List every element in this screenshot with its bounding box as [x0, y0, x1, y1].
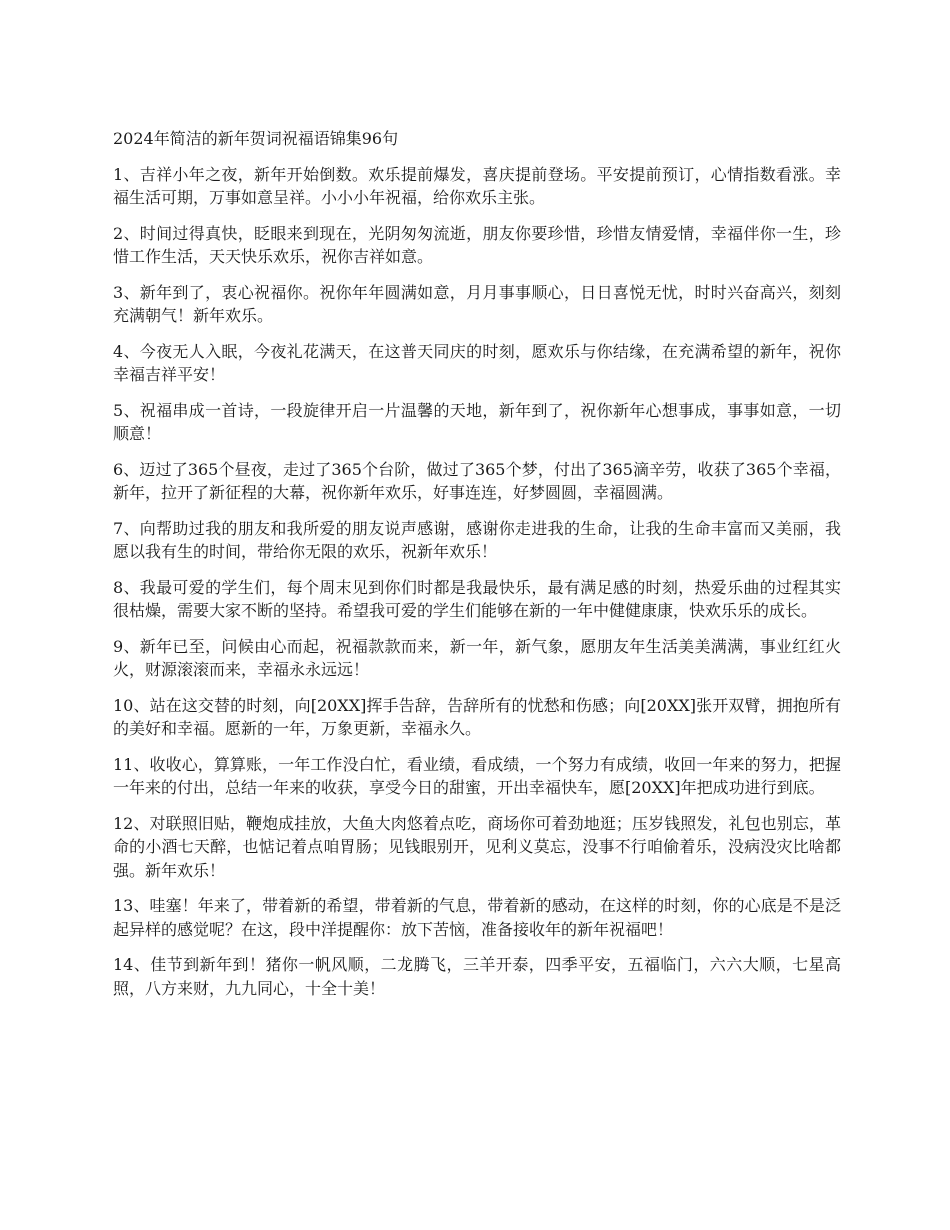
paragraph-2: 2、时间过得真快，眨眼来到现在，光阴匆匆流逝，朋友你要珍惜，珍惜友情爱情，幸福伴你一生，珍惜工作生活，天天快乐欢乐，祝你吉祥如意。: [113, 223, 841, 266]
paragraph-14: 14、佳节到新年到！猪你一帆风顺，二龙腾飞，三羊开泰，四季平安，五福临门，六六大顺，七星高照，八方来财，九九同心，十全十美！: [113, 955, 841, 998]
document-title: 2024年简洁的新年贺词祝福语锦集96句: [113, 129, 399, 148]
paragraph-12: 12、对联照旧贴，鞭炮成挂放，大鱼大肉悠着点吃，商场你可着劲地逛；压岁钱照发，礼包也别忘，革命的小酒七天醉，也惦记着点咱胃肠；见钱眼别开，见利义莫忘，没事不行咱偷着乐，没病没灾比啥都强。新年欢乐！: [113, 813, 841, 880]
paragraph-5: 5、祝福串成一首诗，一段旋律开启一片温馨的天地，新年到了，祝你新年心想事成，事事如意，一切顺意！: [113, 400, 841, 443]
paragraph-8: 8、我最可爱的学生们，每个周末见到你们时都是我最快乐，最有满足感的时刻，热爱乐曲的过程其实很枯燥，需要大家不断的坚持。希望我可爱的学生们能够在新的一年中健健康康，快欢乐乐的成长。: [113, 577, 841, 620]
paragraph-11: 11、收收心，算算账，一年工作没白忙，看业绩，看成绩，一个努力有成绩，收回一年来的努力，把握一年来的付出，总结一年来的收获，享受今日的甜蜜，开出幸福快车，愿[20XX]年把成功进行到底。: [113, 754, 841, 797]
paragraph-6: 6、迈过了365个昼夜，走过了365个台阶，做过了365个梦，付出了365滴辛劳，收获了365个幸福，新年，拉开了新征程的大幕，祝你新年欢乐，好事连连，好梦圆圆，幸福圆满。: [113, 459, 841, 502]
paragraph-9: 9、新年已至，问候由心而起，祝福款款而来，新一年，新气象，愿朋友年生活美美满满，事业红红火火，财源滚滚而来，幸福永永远远！: [113, 636, 841, 679]
paragraph-13: 13、哇塞！年来了，带着新的希望，带着新的气息，带着新的感动，在这样的时刻，你的心底是不是泛起异样的感觉呢？在这，段中洋提醒你：放下苦恼，准备接收年的新年祝福吧！: [113, 896, 841, 939]
document-body: [113, 127, 841, 1012]
paragraph-7: 7、向帮助过我的朋友和我所爱的朋友说声感谢，感谢你走进我的生命，让我的生命丰富而又美丽，我愿以我有生的时间，带给你无限的欢乐，祝新年欢乐！: [113, 518, 841, 561]
paragraph-10: 10、站在这交替的时刻，向[20XX]挥手告辞，告辞所有的忧愁和伤感；向[20XX]张开双臂，拥抱所有的美好和幸福。愿新的一年，万象更新，幸福永久。: [113, 695, 841, 738]
paragraph-3: 3、新年到了，衷心祝福你。祝你年年圆满如意，月月事事顺心，日日喜悦无忧，时时兴奋高兴，刻刻充满朝气！新年欢乐。: [113, 282, 841, 325]
paragraph-4: 4、今夜无人入眠，今夜礼花满天，在这普天同庆的时刻，愿欢乐与你结缘，在充满希望的新年，祝你幸福吉祥平安！: [113, 341, 841, 384]
paragraph-1: 1、吉祥小年之夜，新年开始倒数。欢乐提前爆发，喜庆提前登场。平安提前预订，心情指数看涨。幸福生活可期，万事如意呈祥。小小小年祝福，给你欢乐主张。: [113, 164, 841, 207]
